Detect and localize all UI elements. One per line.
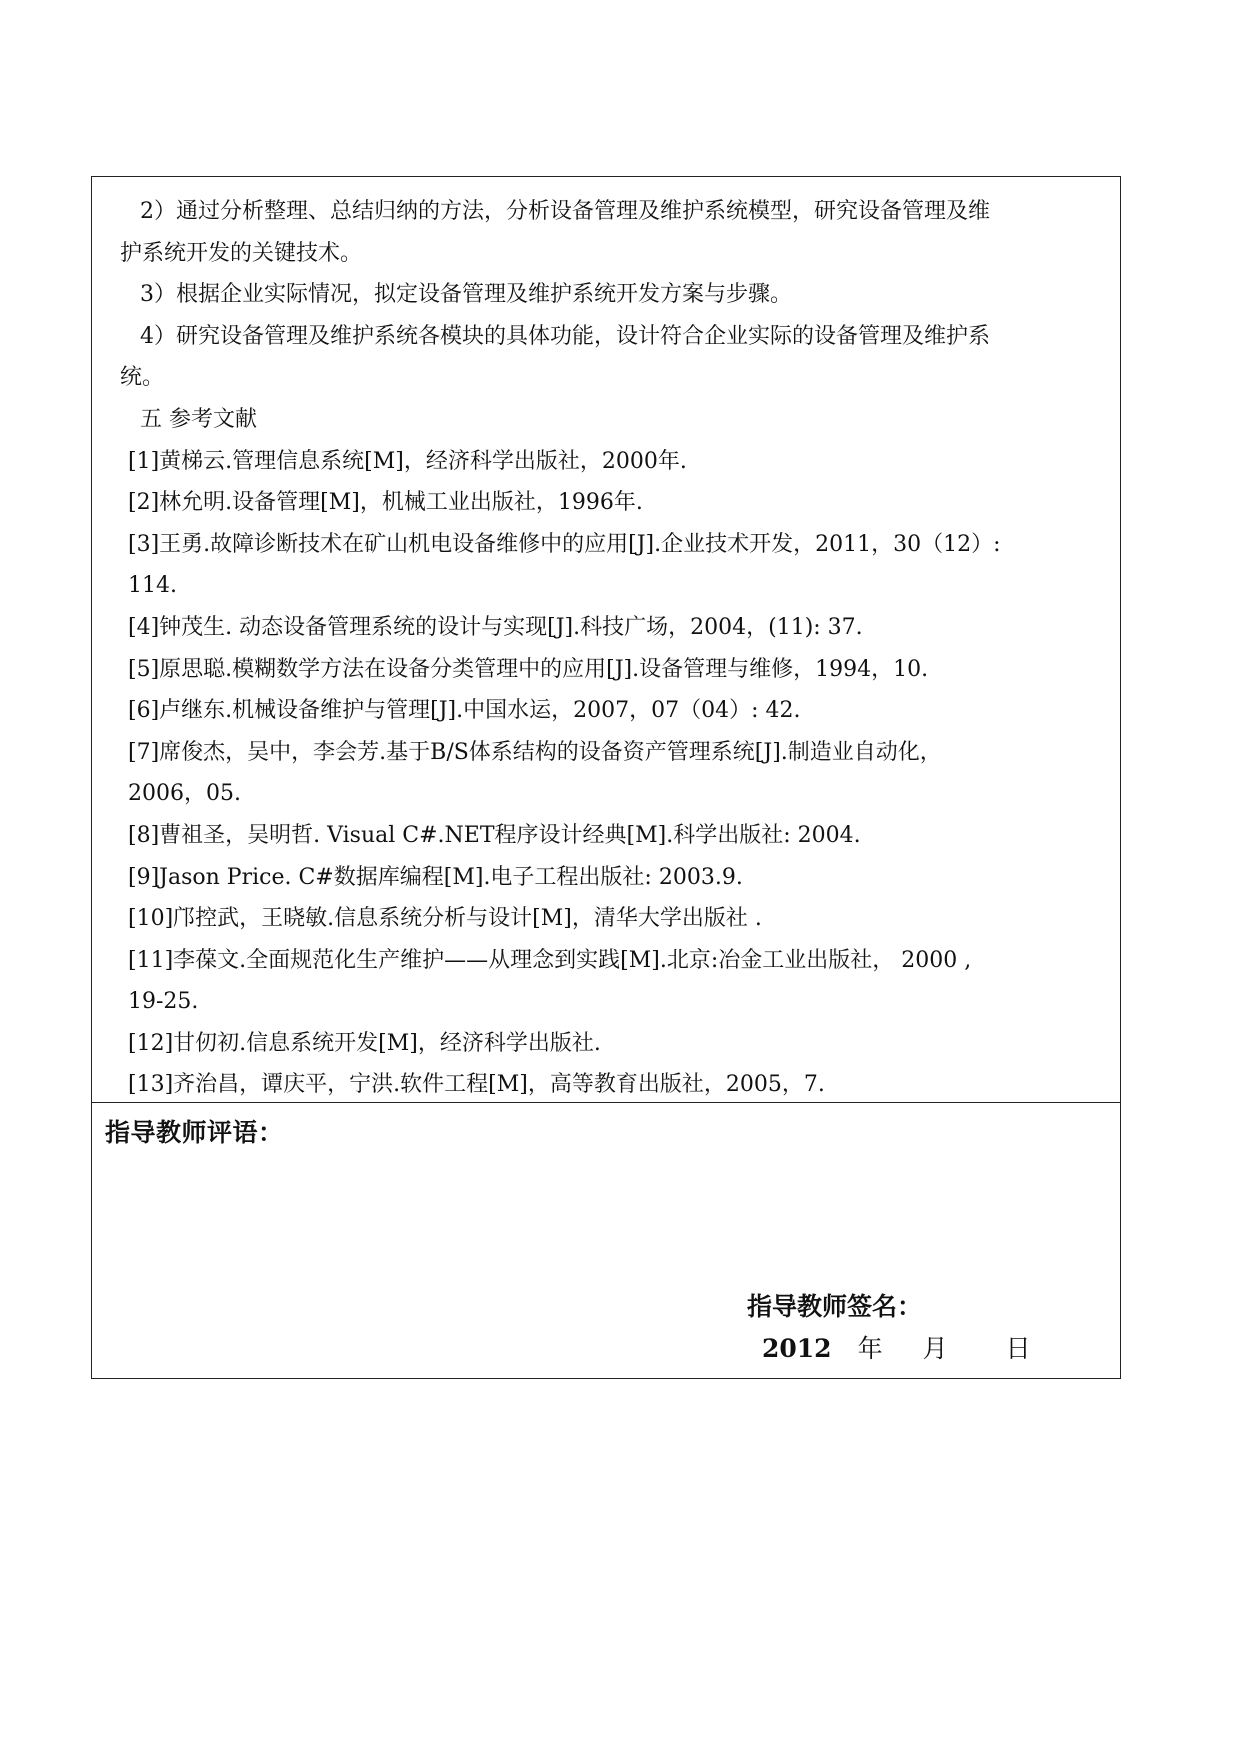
advisor-comment-cell bbox=[92, 1102, 1120, 1378]
content-line: [3]王勇.故障诊断技术在矿山机电设备维修中的应用[J].企业技术开发，2011，30（12）: bbox=[128, 531, 1001, 557]
date-month-unit: 月 bbox=[922, 1334, 948, 1363]
content-line: [13]齐治昌，谭庆平，宁洪.软件工程[M]，高等教育出版社，2005，7. bbox=[128, 1072, 825, 1098]
date-year-unit: 年 bbox=[857, 1334, 883, 1363]
date-year: 2012 bbox=[762, 1334, 832, 1363]
content-line: [2]林允明.设备管理[M]，机械工业出版社，1996年. bbox=[128, 490, 643, 516]
content-line: [4]钟茂生. 动态设备管理系统的设计与实现[J].科技广场，2004，(11): 37. bbox=[128, 614, 863, 640]
content-line: 114. bbox=[128, 573, 177, 599]
content-line: [12]甘仞初.信息系统开发[M]，经济科学出版社. bbox=[128, 1030, 601, 1056]
content-line: 4）研究设备管理及维护系统各模块的具体功能，设计符合企业实际的设备管理及维护系 bbox=[140, 323, 990, 349]
signature-date bbox=[762, 1329, 1031, 1365]
content-line: [11]李葆文.全面规范化生产维护——从理念到实践[M].北京:冶金工业出版社， 2000 , bbox=[128, 947, 972, 973]
content-line: 2）通过分析整理、总结归纳的方法，分析设备管理及维护系统模型，研究设备管理及维 bbox=[140, 199, 990, 224]
content-line: [8]曹祖圣，吴明哲. Visual C#.NET程序设计经典[M].科学出版社: 2004. bbox=[128, 822, 861, 848]
content-line: 统。 bbox=[120, 365, 165, 391]
content-line: [5]原思聪.模糊数学方法在设备分类管理中的应用[J].设备管理与维修，1994，10. bbox=[128, 656, 929, 682]
proposal-content-cell bbox=[92, 177, 1120, 1102]
evaluation-form-table bbox=[91, 176, 1121, 1379]
content-line: [9]Jason Price. C#数据库编程[M].电子工程出版社: 2003.9. bbox=[128, 864, 743, 890]
advisor-signature-label: 指导教师签名： bbox=[747, 1292, 923, 1321]
content-line: [1]黄梯云.管理信息系统[M]，经济科学出版社，2000年. bbox=[128, 448, 687, 474]
content-line: [7]席俊杰，吴中，李会芳.基于B/S体系结构的设备资产管理系统[J].制造业自动化， bbox=[128, 739, 942, 765]
content-line: 3）根据企业实际情况，拟定设备管理及维护系统开发方案与步骤。 bbox=[140, 282, 792, 308]
advisor-comment-label: 指导教师评语： bbox=[105, 1118, 284, 1147]
date-day-unit: 日 bbox=[1005, 1334, 1031, 1363]
content-line: [10]邝控武，王晓敏.信息系统分析与设计[M]，清华大学出版社 . bbox=[128, 906, 762, 932]
content-line: 19-25. bbox=[128, 989, 199, 1015]
content-line: 2006，05. bbox=[128, 781, 241, 807]
content-line: [6]卢继东.机械设备维护与管理[J].中国水运，2007，07（04）: 42. bbox=[128, 698, 801, 724]
content-line: 五 参考文献 bbox=[140, 406, 257, 432]
content-line: 护系统开发的关键技术。 bbox=[120, 240, 363, 266]
